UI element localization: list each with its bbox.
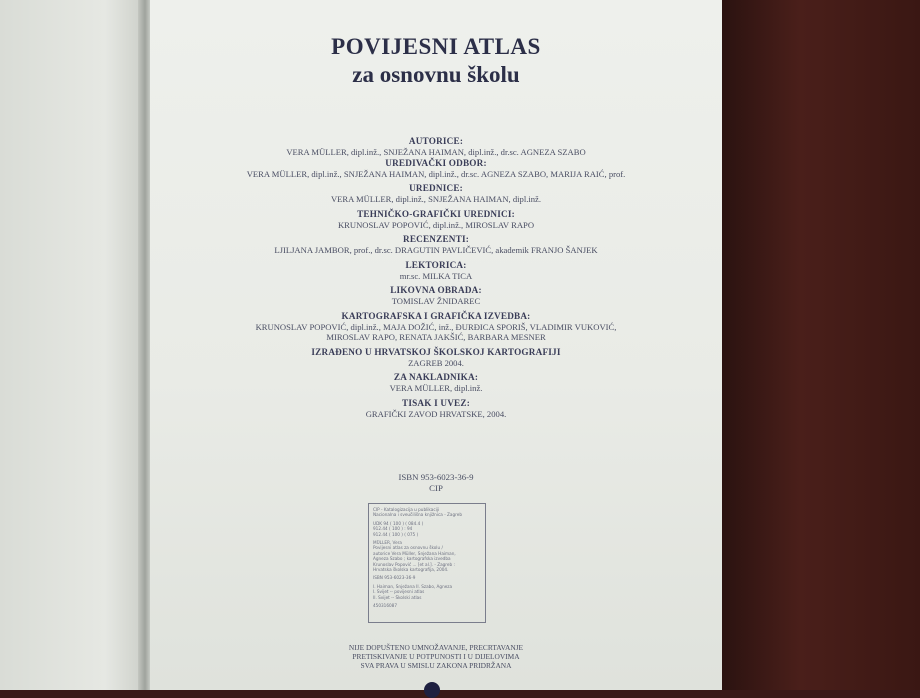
copyright-notice [150, 643, 722, 670]
credit-heading: KARTOGRAFSKA I GRAFIČKA IZVEDBA: [341, 310, 531, 321]
background-fabric [720, 0, 920, 690]
credit-line: TOMISLAV ŽNIDAREC [391, 296, 481, 306]
credit-heading: IZRAĐENO U HRVATSKOJ ŠKOLSKOJ KARTOGRAFIJI [311, 346, 561, 357]
cip-line: 912.44 ( 100 ) ( 075 ) [373, 531, 419, 537]
credit-block [190, 398, 682, 420]
copyright-line: SVA PRAVA U SMISLU ZAKONA PRIDRŽANA [360, 661, 512, 670]
cip-line: I. Svijet -- povijesni atlas [373, 589, 425, 595]
credit-block [190, 183, 682, 205]
atlas-subtitle: za osnovnu školu [352, 62, 520, 87]
credit-heading: LEKTORICA: [405, 259, 467, 270]
cip-line: 912.44 ( 100 ) : 94 [373, 526, 413, 532]
cip-line: Nacionalna i sveučilišna knjižnica - Zagreb [373, 512, 462, 518]
isbn-block [150, 472, 722, 493]
cip-line: Krunoslav Popović ... [et al.]. - Zagreb : [373, 561, 455, 567]
credit-line: MIROSLAV RAPO, RENATA JAKŠIĆ, BARBARA MESNER [326, 332, 546, 342]
credit-block [190, 158, 682, 180]
credit-line: ZAGREB 2004. [408, 357, 464, 368]
cip-line: I. Haiman, Snježana II. Szabo, Agneza [373, 583, 453, 589]
credit-heading: RECENZENTI: [402, 234, 469, 244]
credit-line: VERA MÜLLER, dipl.inž., SNJEŽANA HAIMAN, dipl.inž., dr.sc. AGNEZA SZABO, MARIJA RAIĆ, prof. [246, 168, 626, 179]
credit-line: LJILJANA JAMBOR, prof., dr.sc. DRAGUTIN PAVLIČEVIĆ, akademik FRANJO ŠANJEK [274, 245, 598, 255]
credit-line: KRUNOSLAV POPOVIĆ, dipl.inž., MIROSLAV RAPO [337, 219, 535, 230]
title-page [150, 0, 722, 690]
cip-line: 450316087 [373, 603, 397, 609]
cip-line: ISBN 953-6023-36-9 [373, 575, 416, 581]
credit-block [190, 285, 682, 307]
cip-line: Agneza Szabo ; kartografska izvedba [373, 556, 451, 562]
credit-heading: ZA NAKLADNIKA: [393, 372, 479, 382]
credit-line: VERA MÜLLER, dipl.inž., SNJEŽANA HAIMAN, dipl.inž., dr.sc. AGNEZA SZABO [286, 147, 586, 157]
credits-list [190, 136, 682, 423]
credit-heading: AUTORICE: [408, 136, 464, 146]
isbn-number: ISBN 953-6023-36-9 [398, 472, 474, 482]
cip-line: II. Svijet -- Školski atlas [373, 594, 422, 600]
credit-block [190, 209, 682, 231]
cip-line: Hrvatska školska kartografija, 2004. [373, 567, 449, 573]
credit-block [190, 234, 682, 256]
cip-line: Povijesni atlas za osnovnu školu / [373, 545, 443, 551]
cip-label: CIP [429, 482, 443, 493]
credit-line: VERA MÜLLER, dipl.inž. [389, 383, 483, 393]
credit-block [190, 311, 682, 343]
cip-line: MÜLLER, Vera [373, 540, 402, 546]
credit-heading: UREDIVAČKI ODBOR: [385, 157, 487, 168]
credit-heading: TEHNIČKO-GRAFIČKI UREDNICI: [357, 208, 515, 219]
copyright-line: NIJE DOPUŠTENO UMNOŽAVANJE, PRECRTAVANJE [348, 643, 524, 652]
credit-line: mr.sc. MILKA TICA [399, 270, 473, 281]
copyright-line: PRETISKIVANJE U POTPUNOSTI I U DIJELOVIMA [352, 652, 520, 661]
credit-line: GRAFIČKI ZAVOD HRVATSKE, 2004. [365, 408, 507, 419]
publisher-logo-icon [424, 682, 440, 698]
atlas-title: POVIJESNI ATLAS [331, 34, 541, 59]
credit-block [190, 136, 682, 158]
cip-line: CIP - Katalogizacija u publikaciji [373, 507, 440, 512]
credit-heading: UREDNICE: [409, 183, 463, 193]
credit-block [190, 347, 682, 369]
credit-line: KRUNOSLAV POPOVIĆ, dipl.inž., MAJA DOŽIĆ, inž., ĐURĐICA SPORIŠ, VLADIMIR VUKOVIĆ, [255, 321, 617, 332]
credit-heading: TISAK I UVEZ: [402, 397, 470, 408]
cip-line: UDK 94 ( 100 ) ( 084.4 ) [373, 520, 424, 526]
cip-line: autorice Vera Müller, Snježana Haiman, [373, 550, 456, 556]
left-page [0, 0, 150, 690]
credit-line: VERA MÜLLER, dipl.inž., SNJEŽANA HAIMAN, dipl.inž. [330, 194, 542, 204]
credit-heading: LIKOVNA OBRADA: [390, 285, 482, 295]
cip-record-box [368, 503, 486, 623]
credit-block [190, 372, 682, 394]
credit-block [190, 260, 682, 282]
